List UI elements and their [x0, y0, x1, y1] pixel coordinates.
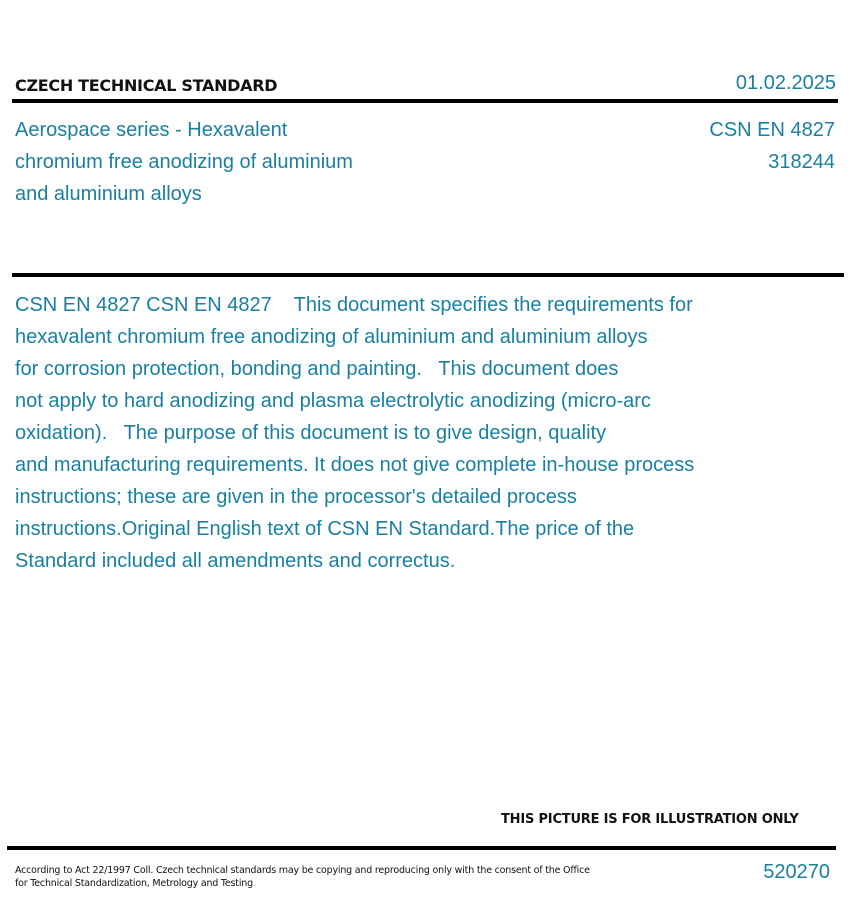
standard-description — [15, 289, 775, 577]
publication-date: 01.02.2025 — [735, 72, 836, 94]
standard-title — [15, 114, 435, 210]
top-divider — [12, 99, 838, 103]
title-line: and aluminium alloys — [15, 183, 202, 205]
document-code: 520270 — [763, 861, 830, 883]
standard-number: CSN EN 4827 — [709, 119, 835, 141]
description-line: instructions; these are given in the processor's detailed process — [15, 486, 577, 508]
description-line: not apply to hard anodizing and plasma electrolytic anodizing (micro-arc — [15, 390, 651, 412]
description-line: Standard included all amendments and correctus. — [15, 550, 456, 572]
title-line: Aerospace series - Hexavalent — [15, 119, 288, 141]
illustration-disclaimer: THIS PICTURE IS FOR ILLUSTRATION ONLY — [501, 812, 799, 827]
copyright-line: According to Act 22/1997 Coll. Czech technical standards may be copying and reproducing only with the consent of the Office — [15, 865, 590, 876]
description-line: instructions.Original English text of CSN EN Standard.The price of the — [15, 518, 635, 540]
title-line: chromium free anodizing of aluminium — [15, 151, 353, 173]
description-line: for corrosion protection, bonding and painting. This document does — [15, 358, 619, 380]
description-line: and manufacturing requirements. It does not give complete in-house process — [15, 454, 695, 476]
copyright-notice — [15, 864, 615, 890]
catalog-number: 318244 — [768, 151, 835, 173]
description-line: CSN EN 4827 CSN EN 4827 This document specifies the requirements for — [15, 294, 693, 316]
middle-divider — [12, 273, 844, 277]
document-type-label: CZECH TECHNICAL STANDARD — [15, 76, 278, 95]
description-line: hexavalent chromium free anodizing of aluminium and aluminium alloys — [15, 326, 648, 348]
description-line: oxidation). The purpose of this document is to give design, quality — [15, 422, 607, 444]
bottom-divider — [7, 846, 836, 850]
standard-identifiers — [709, 114, 835, 178]
copyright-line: for Technical Standardization, Metrology and Testing — [15, 878, 253, 889]
